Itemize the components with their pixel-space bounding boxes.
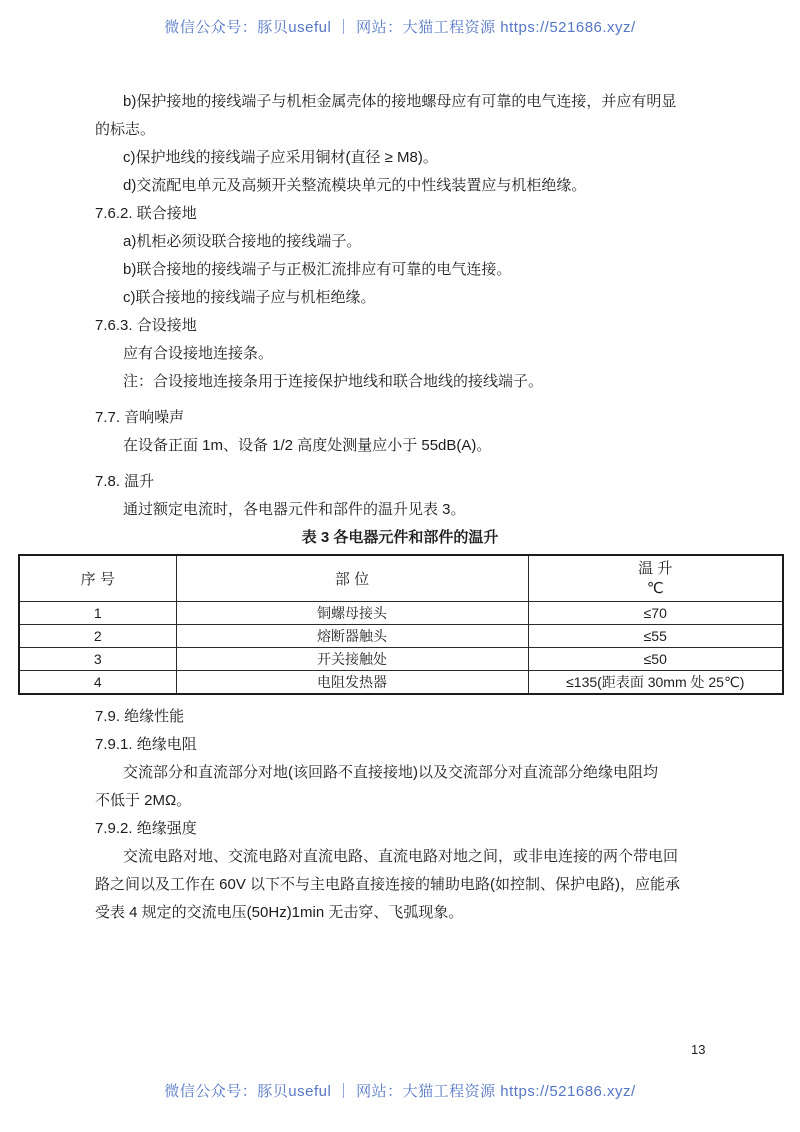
paragraph-line: 不低于 2MΩ。: [95, 792, 192, 809]
paragraph-line: b)保护接地的接线端子与机柜金属壳体的接地螺母应有可靠的电气连接，并应有明显: [123, 93, 677, 110]
table-row: [19, 671, 783, 695]
paragraph-line: 在设备正面 1m、设备 1/2 高度处测量应小于 55dB(A)。: [123, 437, 492, 454]
table-cell: 3: [19, 648, 176, 671]
page-number: 13: [691, 1042, 706, 1057]
table-cell: 铜螺母接头: [176, 602, 528, 625]
paragraph-line: 通过额定电流时，各电器元件和部件的温升见表 3。: [123, 501, 466, 518]
header-watermark: 微信公众号：豚贝useful ｜ 网站：大猫工程资源 https://521686.xyz/: [164, 19, 636, 36]
section-heading: 7.7. 音响噪声: [95, 409, 185, 426]
footer-watermark: 微信公众号：豚贝useful ｜ 网站：大猫工程资源 https://521686.xyz/: [164, 1083, 636, 1100]
paragraph-line: 的标志。: [95, 121, 156, 138]
paragraph-line: b)联合接地的接线端子与正极汇流排应有可靠的电气连接。: [123, 261, 512, 278]
table-cell: ≤50: [528, 648, 783, 671]
paragraph-line: 交流部分和直流部分对地(该回路不直接接地)以及交流部分对直流部分绝缘电阻均: [123, 764, 658, 781]
table-cell: 4: [19, 671, 176, 695]
paragraph-line: 应有合设接地连接条。: [123, 345, 274, 362]
table-header-row: [19, 555, 783, 602]
section-heading: 7.9.1. 绝缘电阻: [95, 736, 197, 753]
table-cell: 电阻发热器: [176, 671, 528, 695]
temperature-rise-table: [18, 554, 784, 695]
table-row: [19, 602, 783, 625]
section-heading: 7.9. 绝缘性能: [95, 708, 185, 725]
table-row: [19, 625, 783, 648]
paragraph-line: 交流电路对地、交流电路对直流电路、直流电路对地之间，或非电连接的两个带电回: [123, 848, 679, 865]
section-heading: 7.6.3. 合设接地: [95, 317, 197, 334]
column-header-temp-rise: [528, 555, 783, 602]
table-cell: ≤70: [528, 602, 783, 625]
section-text-block: [0, 703, 800, 927]
document-body: [0, 88, 800, 927]
table-caption: 表 3 各电器元件和部件的温升: [301, 529, 499, 546]
table-cell: 开关接触处: [176, 648, 528, 671]
column-header-temp-rise-label: 温 升: [638, 559, 673, 577]
paragraph-line: d)交流配电单元及高频开关整流模块单元的中性线装置应与机柜绝缘。: [123, 177, 587, 194]
paragraph-line: 受表 4 规定的交流电压(50Hz)1min 无击穿、飞弧现象。: [95, 904, 464, 921]
table-cell: 熔断器触头: [176, 625, 528, 648]
table-row: [19, 648, 783, 671]
paragraph-line: c)联合接地的接线端子应与机柜绝缘。: [123, 289, 376, 306]
table-cell: ≤55: [528, 625, 783, 648]
column-header-index: 序 号: [19, 555, 176, 602]
paragraph-line: 注：合设接地连接条用于连接保护地线和联合地线的接线端子。: [123, 373, 544, 390]
paragraph-line: c)保护地线的接线端子应采用铜材(直径 ≥ M8)。: [123, 149, 438, 166]
section-heading: 7.8. 温升: [95, 473, 155, 490]
section-text-block: [0, 88, 800, 524]
section-heading: 7.9.2. 绝缘强度: [95, 820, 197, 837]
section-heading: 7.6.2. 联合接地: [95, 205, 197, 222]
column-header-temp-unit: ℃: [646, 579, 664, 597]
column-header-part: 部 位: [176, 555, 528, 602]
paragraph-line: a)机柜必须设联合接地的接线端子。: [123, 233, 362, 250]
paragraph-line: 路之间以及工作在 60V 以下不与主电路直接连接的辅助电路(如控制、保护电路)，应能承: [95, 876, 681, 893]
table-cell: 2: [19, 625, 176, 648]
table-cell: 1: [19, 602, 176, 625]
table-cell: ≤135(距表面 30mm 处 25℃): [528, 671, 783, 695]
